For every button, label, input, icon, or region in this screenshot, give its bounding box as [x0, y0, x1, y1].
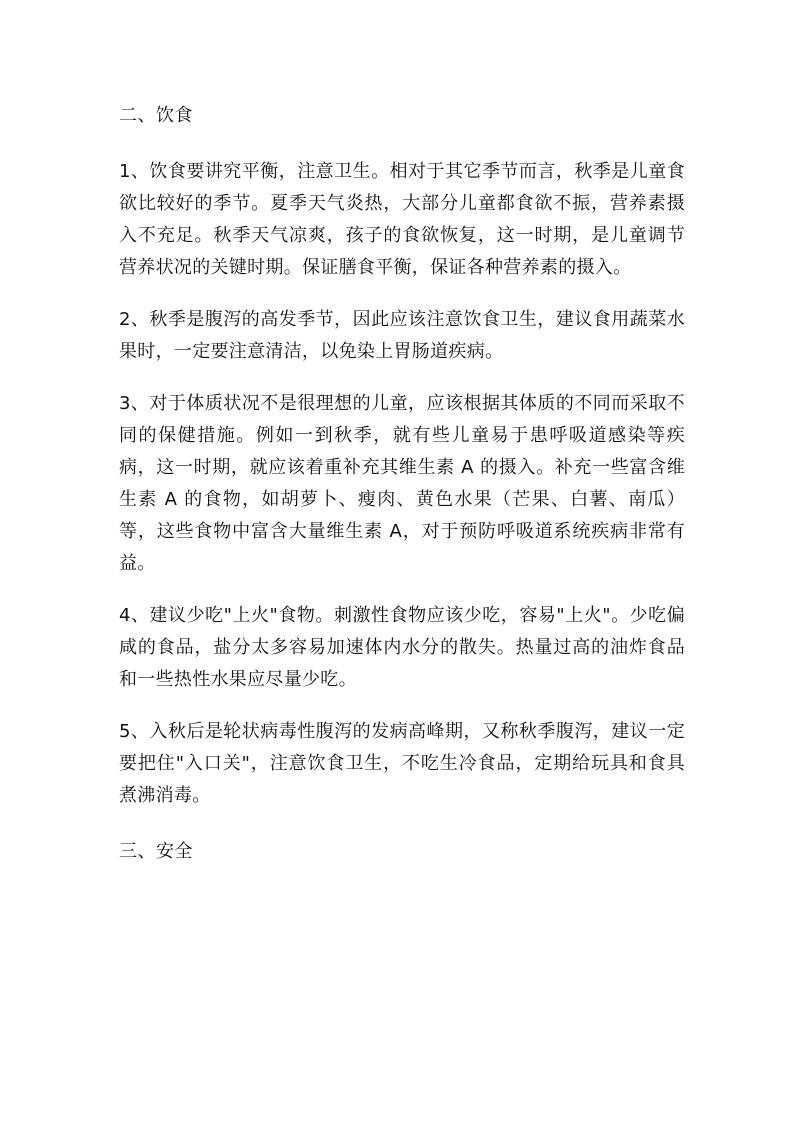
section-heading-diet: 二、饮食 [119, 105, 193, 126]
document-body [119, 100, 685, 868]
paragraph-item-1: 1、饮食要讲究平衡，注意卫生。相对于其它季节而言，秋季是儿童食欲比较好的季节。夏季天气炎热，大部分儿童都食欲不振，营养素摄入不充足。秋季天气凉爽，孩子的食欲恢复，这一时期，是儿童调节营养状况的关键时期。保证膳食平衡，保证各种营养素的摄入。 [119, 161, 685, 278]
paragraph-item-2: 2、秋季是腹泻的高发季节，因此应该注意饮食卫生，建议食用蔬菜水果时，一定要注意清洁，以免染上胃肠道疾病。 [119, 309, 685, 362]
section-heading-safety: 三、安全 [119, 841, 193, 862]
paragraph-item-3: 3、对于体质状况不是很理想的儿童，应该根据其体质的不同而采取不同的保健措施。例如一到秋季，就有些儿童易于患呼吸道感染等疾病，这一时期，就应该着重补充其维生素 A 的摄入。补充一些富含维生素 A 的食物，如胡萝卜、瘦肉、黄色水果（芒果、白薯、南瓜）等，这些食物中富含大量维生素 A，对于预防呼吸道系统疾病非常有益。 [119, 393, 685, 574]
paragraph-item-5: 5、入秋后是轮状病毒性腹泻的发病高峰期，又称秋季腹泻，建议一定要把住"入口关"，注意饮食卫生，不吃生冷食品，定期给玩具和食具煮沸消毒。 [119, 721, 685, 806]
paragraph-item-4: 4、建议少吃"上火"食物。刺激性食物应该少吃，容易"上火"。少吃偏咸的食品，盐分太多容易加速体内水分的散失。热量过高的油炸食品和一些热性水果应尽量少吃。 [119, 605, 685, 690]
